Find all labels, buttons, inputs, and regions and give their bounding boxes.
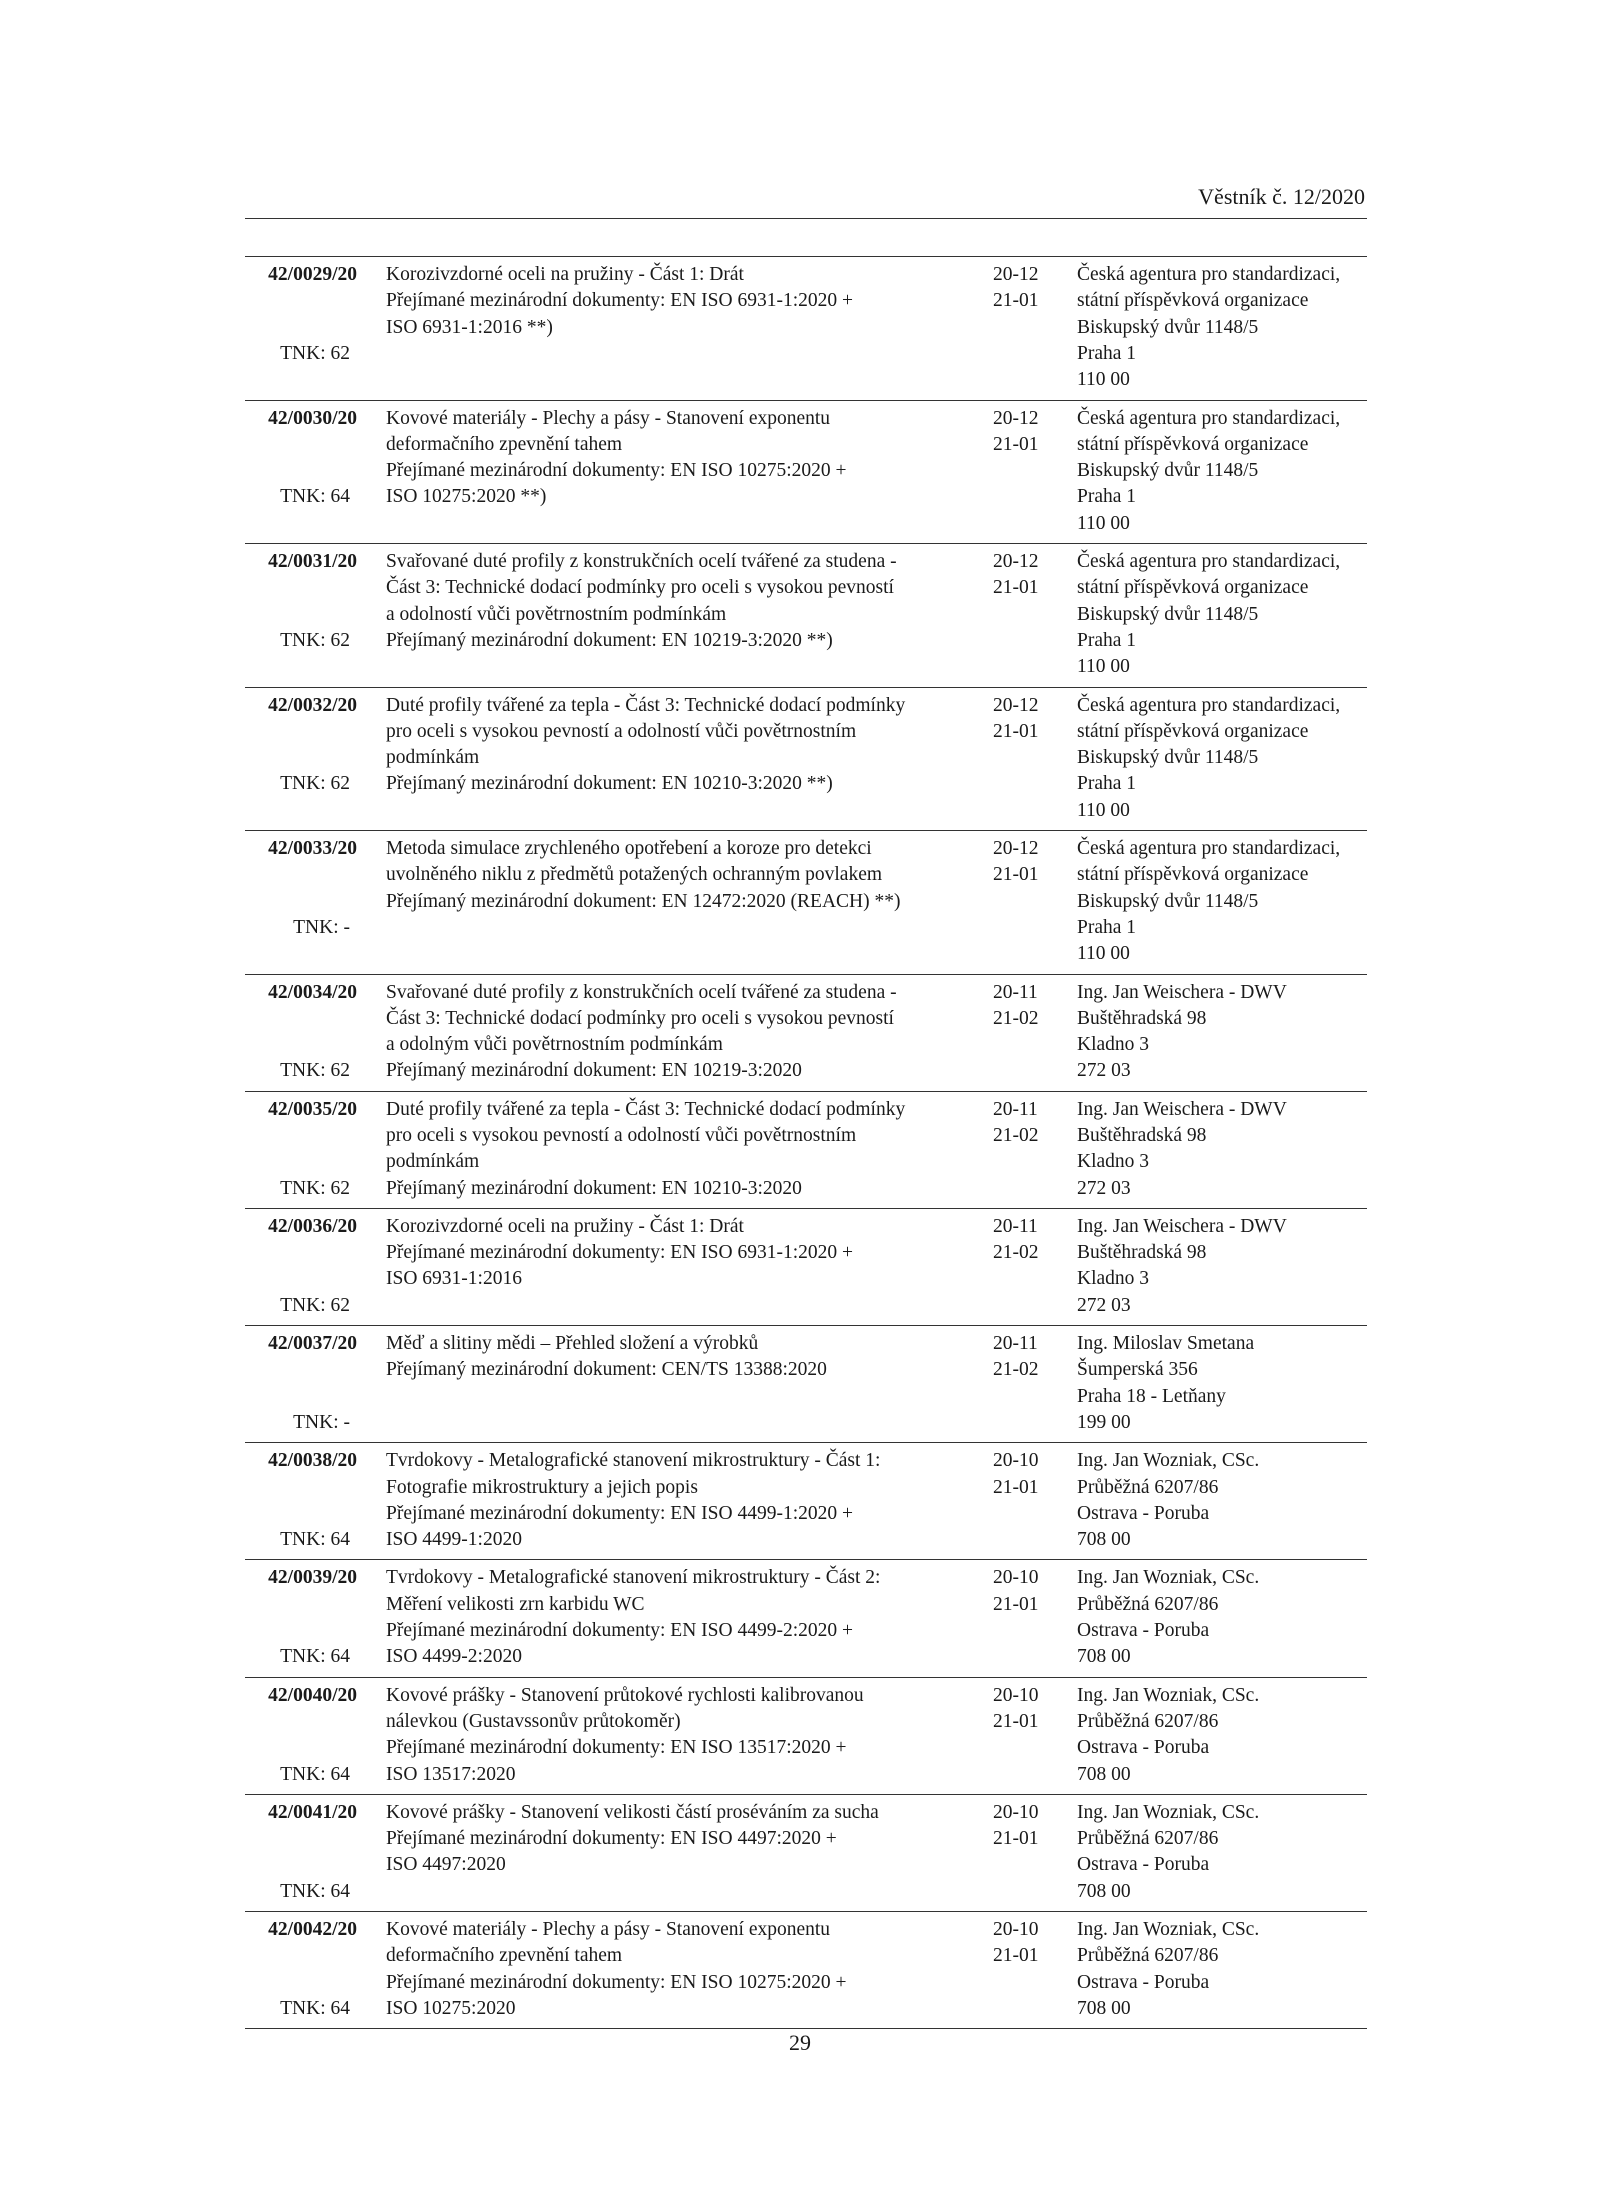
- standard-title: [386, 693, 966, 798]
- address-line: Kladno 3: [1077, 1151, 1150, 1173]
- address-line: Česká agentura pro standardizaci,: [1077, 407, 1341, 429]
- title-line: pro oceli s vysokou pevností a odolností vůči povětrnostním: [386, 720, 857, 742]
- date-range: [993, 836, 1063, 889]
- title-line: uvolněného niklu z předmětů potažených ochranným povlakem: [386, 864, 883, 886]
- address-line: 708 00: [1077, 1763, 1131, 1785]
- address-line: 110 00: [1077, 512, 1130, 534]
- date-line: 20-10: [993, 1684, 1039, 1706]
- address-line: Ostrava - Poruba: [1077, 1854, 1210, 1876]
- title-line: Přejímaný mezinárodní dokument: EN 10210-3:2020: [386, 1177, 802, 1199]
- address-line: Česká agentura pro standardizaci,: [1077, 551, 1341, 572]
- address-line: Kladno 3: [1077, 1034, 1150, 1056]
- table-row: [245, 1912, 1367, 2029]
- address-line: Ing. Jan Wozniak, CSc.: [1077, 1450, 1260, 1472]
- processor-address: [1077, 836, 1377, 967]
- processor-address: [1077, 1214, 1377, 1319]
- bulletin-number: 42/0036/20: [268, 1215, 357, 1237]
- address-line: Ostrava - Poruba: [1077, 1502, 1210, 1524]
- title-line: podmínkám: [386, 747, 480, 769]
- address-line: 272 03: [1077, 1294, 1131, 1316]
- title-line: Fotografie mikrostruktury a jejich popis: [386, 1476, 698, 1498]
- title-line: Přejímaný mezinárodní dokument: CEN/TS 13388:2020: [386, 1359, 827, 1381]
- processor-address: [1077, 1097, 1377, 1202]
- table-row: [245, 544, 1367, 688]
- bulletin-number: 42/0029/20: [268, 264, 357, 285]
- date-line: 21-01: [993, 720, 1039, 742]
- address-line: státní příspěvková organizace: [1077, 577, 1309, 599]
- processor-address: [1077, 549, 1377, 680]
- date-line: 21-02: [993, 1242, 1039, 1264]
- processor-address: [1077, 406, 1377, 537]
- date-line: 21-01: [993, 577, 1039, 599]
- standard-title: [386, 1214, 966, 1293]
- title-line: ISO 4499-1:2020: [386, 1529, 522, 1551]
- address-line: státní příspěvková organizace: [1077, 290, 1309, 312]
- address-line: Ing. Jan Weischera - DWV: [1077, 1098, 1287, 1120]
- tnk-label: TNK: 64: [280, 1529, 350, 1551]
- address-line: Ing. Jan Wozniak, CSc.: [1077, 1567, 1260, 1589]
- address-line: Ing. Jan Weischera - DWV: [1077, 1215, 1287, 1237]
- address-line: 708 00: [1077, 1529, 1131, 1551]
- date-range: [993, 1565, 1063, 1618]
- bulletin-number: 42/0042/20: [268, 1919, 357, 1940]
- date-line: 21-02: [993, 1124, 1039, 1146]
- bulletin-number: 42/0040/20: [268, 1684, 357, 1706]
- address-line: 110 00: [1077, 369, 1130, 391]
- address-line: Praha 1: [1077, 342, 1137, 364]
- address-line: Ing. Jan Weischera - DWV: [1077, 981, 1287, 1003]
- address-line: Průběžná 6207/86: [1077, 1945, 1219, 1967]
- date-range: [993, 1683, 1063, 1736]
- address-line: Ostrava - Poruba: [1077, 1620, 1210, 1642]
- table-row: [245, 688, 1367, 832]
- title-line: Metoda simulace zrychleného opotřebení a koroze pro detekci: [386, 838, 872, 859]
- bulletin-number: 42/0041/20: [268, 1801, 357, 1823]
- address-line: státní příspěvková organizace: [1077, 864, 1309, 886]
- processor-address: [1077, 693, 1377, 824]
- standard-title: [386, 1097, 966, 1202]
- date-range: [993, 980, 1063, 1033]
- address-line: Ing. Jan Wozniak, CSc.: [1077, 1684, 1260, 1706]
- date-range: [993, 1800, 1063, 1853]
- title-line: Kovové prášky - Stanovení velikosti částí proséváním za sucha: [386, 1801, 879, 1823]
- tnk-label: TNK: 64: [280, 486, 350, 508]
- table-row: [245, 1209, 1367, 1326]
- address-line: Buštěhradská 98: [1077, 1242, 1207, 1264]
- title-line: Svařované duté profily z konstrukčních ocelí tvářené za studena -: [386, 551, 897, 572]
- title-line: Přejímané mezinárodní dokumenty: EN ISO 4497:2020 +: [386, 1828, 837, 1850]
- tnk-label: TNK: 62: [280, 1060, 350, 1082]
- date-line: 21-02: [993, 1007, 1039, 1029]
- date-line: 20-12: [993, 838, 1039, 859]
- date-line: 21-01: [993, 1828, 1039, 1850]
- title-line: Duté profily tvářené za tepla - Část 3: Technické dodací podmínky: [386, 1098, 906, 1120]
- title-line: ISO 10275:2020 **): [386, 486, 547, 508]
- tnk-label: TNK: 62: [280, 1294, 350, 1316]
- date-range: [993, 1331, 1063, 1384]
- title-line: Korozivzdorné oceli na pružiny - Část 1: Drát: [386, 264, 744, 285]
- address-line: Ostrava - Poruba: [1077, 1737, 1210, 1759]
- standard-title: [386, 1917, 966, 2022]
- title-line: a odolností vůči povětrnostním podmínkám: [386, 603, 727, 625]
- tnk-label: TNK: 64: [280, 1997, 350, 2019]
- table-row: [245, 831, 1367, 975]
- tnk-label: TNK: 64: [280, 1763, 350, 1785]
- table-row: [245, 1795, 1367, 1912]
- tnk-label: TNK: 62: [280, 629, 350, 651]
- title-line: Přejímaný mezinárodní dokument: EN 10210-3:2020 **): [386, 773, 833, 795]
- address-line: Česká agentura pro standardizaci,: [1077, 264, 1341, 285]
- date-line: 20-10: [993, 1450, 1039, 1472]
- date-range: [993, 1097, 1063, 1150]
- title-line: Část 3: Technické dodací podmínky pro oceli s vysokou pevností: [386, 1007, 894, 1029]
- title-line: deformačního zpevnění tahem: [386, 433, 623, 455]
- title-line: Duté profily tvářené za tepla - Část 3: Technické dodací podmínky: [386, 694, 906, 716]
- title-line: Kovové materiály - Plechy a pásy - Stanovení exponentu: [386, 1919, 831, 1940]
- address-line: Ing. Miloslav Smetana: [1077, 1333, 1255, 1355]
- standard-title: [386, 1683, 966, 1788]
- title-line: pro oceli s vysokou pevností a odolností vůči povětrnostním: [386, 1124, 857, 1146]
- date-line: 20-11: [993, 1333, 1038, 1355]
- page-number: 29: [789, 2030, 811, 2055]
- address-line: Šumperská 356: [1077, 1359, 1198, 1381]
- title-line: Přejímané mezinárodní dokumenty: EN ISO 13517:2020 +: [386, 1737, 847, 1759]
- standard-title: [386, 1331, 966, 1384]
- title-line: Přejímaný mezinárodní dokument: EN 12472:2020 (REACH) **): [386, 890, 901, 912]
- title-line: ISO 6931-1:2016: [386, 1268, 522, 1290]
- title-line: ISO 4497:2020: [386, 1854, 506, 1876]
- standard-title: [386, 262, 966, 341]
- title-line: nálevkou (Gustavssonův průtokoměr): [386, 1710, 681, 1732]
- date-line: 20-10: [993, 1919, 1039, 1940]
- title-line: a odolným vůči povětrnostním podmínkám: [386, 1034, 723, 1056]
- date-line: 20-10: [993, 1801, 1039, 1823]
- processor-address: [1077, 1565, 1377, 1670]
- title-line: ISO 13517:2020: [386, 1763, 516, 1785]
- address-line: Biskupský dvůr 1148/5: [1077, 460, 1259, 482]
- date-line: 21-01: [993, 1710, 1039, 1732]
- table-row: [245, 1326, 1367, 1443]
- date-range: [993, 262, 1063, 315]
- address-line: Buštěhradská 98: [1077, 1124, 1207, 1146]
- date-range: [993, 1214, 1063, 1267]
- table-row: [245, 1092, 1367, 1209]
- title-line: podmínkám: [386, 1151, 480, 1173]
- bulletin-number: 42/0039/20: [268, 1567, 357, 1589]
- standard-title: [386, 980, 966, 1085]
- address-line: Biskupský dvůr 1148/5: [1077, 603, 1259, 625]
- title-line: Měření velikosti zrn karbidu WC: [386, 1593, 645, 1615]
- title-line: Korozivzdorné oceli na pružiny - Část 1: Drát: [386, 1215, 744, 1237]
- address-line: Praha 18 - Letňany: [1077, 1385, 1226, 1407]
- address-line: 708 00: [1077, 1880, 1131, 1902]
- address-line: Průběžná 6207/86: [1077, 1710, 1219, 1732]
- bulletin-number: 42/0031/20: [268, 551, 357, 572]
- date-line: 20-12: [993, 264, 1039, 285]
- processor-address: [1077, 1331, 1377, 1436]
- title-line: Tvrdokovy - Metalografické stanovení mikrostruktury - Část 1:: [386, 1450, 881, 1472]
- title-line: Svařované duté profily z konstrukčních ocelí tvářené za studena -: [386, 981, 897, 1003]
- tnk-label: TNK: -: [293, 916, 350, 938]
- address-line: Buštěhradská 98: [1077, 1007, 1207, 1029]
- tnk-label: TNK: 62: [280, 342, 350, 364]
- standards-table: [245, 256, 1367, 2029]
- title-line: Část 3: Technické dodací podmínky pro oceli s vysokou pevností: [386, 577, 894, 599]
- address-line: Ostrava - Poruba: [1077, 1971, 1210, 1993]
- bulletin-number: 42/0034/20: [268, 981, 357, 1003]
- title-line: Přejímané mezinárodní dokumenty: EN ISO 6931-1:2020 +: [386, 290, 854, 312]
- title-line: Přejímané mezinárodní dokumenty: EN ISO 4499-1:2020 +: [386, 1502, 854, 1524]
- bulletin-number: 42/0033/20: [268, 838, 357, 859]
- bulletin-number: 42/0038/20: [268, 1450, 357, 1472]
- address-line: Kladno 3: [1077, 1268, 1150, 1290]
- date-line: 21-01: [993, 1476, 1039, 1498]
- processor-address: [1077, 1683, 1377, 1788]
- date-line: 20-12: [993, 694, 1039, 716]
- table-row: [245, 975, 1367, 1092]
- tnk-label: TNK: 64: [280, 1880, 350, 1902]
- date-line: 21-01: [993, 290, 1039, 312]
- date-range: [993, 406, 1063, 459]
- title-line: ISO 6931-1:2016 **): [386, 316, 553, 338]
- address-line: Ing. Jan Wozniak, CSc.: [1077, 1919, 1260, 1940]
- tnk-label: TNK: 62: [280, 773, 350, 795]
- address-line: 708 00: [1077, 1997, 1131, 2019]
- date-range: [993, 1448, 1063, 1501]
- date-line: 20-12: [993, 407, 1039, 429]
- title-line: Kovové materiály - Plechy a pásy - Stanovení exponentu: [386, 407, 831, 429]
- processor-address: [1077, 1800, 1377, 1905]
- address-line: 110 00: [1077, 799, 1130, 821]
- address-line: Průběžná 6207/86: [1077, 1593, 1219, 1615]
- bulletin-number: 42/0032/20: [268, 694, 357, 716]
- address-line: 110 00: [1077, 656, 1130, 678]
- tnk-label: TNK: -: [293, 1411, 350, 1433]
- standard-title: [386, 1800, 966, 1879]
- address-line: Praha 1: [1077, 486, 1137, 508]
- standard-title: [386, 406, 966, 511]
- bulletin-number: 42/0035/20: [268, 1098, 357, 1120]
- table-row: [245, 257, 1367, 401]
- address-line: Praha 1: [1077, 773, 1137, 795]
- title-line: Přejímané mezinárodní dokumenty: EN ISO 6931-1:2020 +: [386, 1242, 854, 1264]
- address-line: Biskupský dvůr 1148/5: [1077, 316, 1259, 338]
- bulletin-number: 42/0030/20: [268, 407, 357, 429]
- date-line: 21-01: [993, 1945, 1039, 1967]
- address-line: 272 03: [1077, 1060, 1131, 1082]
- title-line: ISO 4499-2:2020: [386, 1646, 522, 1668]
- date-line: 20-12: [993, 551, 1039, 572]
- date-range: [993, 693, 1063, 746]
- bulletin-number: 42/0037/20: [268, 1333, 357, 1355]
- address-line: Praha 1: [1077, 629, 1137, 651]
- title-line: Přejímané mezinárodní dokumenty: EN ISO 10275:2020 +: [386, 460, 847, 482]
- bulletin-title: Věstník č. 12/2020: [1198, 184, 1365, 209]
- table-row: [245, 1678, 1367, 1795]
- date-line: 21-01: [993, 864, 1039, 886]
- address-line: Průběžná 6207/86: [1077, 1828, 1219, 1850]
- address-line: Biskupský dvůr 1148/5: [1077, 747, 1259, 769]
- processor-address: [1077, 1448, 1377, 1553]
- standard-title: [386, 1565, 966, 1670]
- address-line: Česká agentura pro standardizaci,: [1077, 694, 1341, 716]
- date-line: 21-01: [993, 433, 1039, 455]
- page-header: [245, 186, 1367, 219]
- processor-address: [1077, 262, 1377, 393]
- address-line: Česká agentura pro standardizaci,: [1077, 838, 1341, 859]
- address-line: Průběžná 6207/86: [1077, 1476, 1219, 1498]
- date-range: [993, 549, 1063, 602]
- title-line: Přejímaný mezinárodní dokument: EN 10219-3:2020: [386, 1060, 802, 1082]
- address-line: Praha 1: [1077, 916, 1137, 938]
- address-line: Biskupský dvůr 1148/5: [1077, 890, 1259, 912]
- date-line: 21-01: [993, 1593, 1039, 1615]
- title-line: ISO 10275:2020: [386, 1997, 516, 2019]
- title-line: Přejímané mezinárodní dokumenty: EN ISO 4499-2:2020 +: [386, 1620, 854, 1642]
- title-line: Přejímané mezinárodní dokumenty: EN ISO 10275:2020 +: [386, 1971, 847, 1993]
- date-line: 21-02: [993, 1359, 1039, 1381]
- tnk-label: TNK: 62: [280, 1177, 350, 1199]
- address-line: 272 03: [1077, 1177, 1131, 1199]
- processor-address: [1077, 980, 1377, 1085]
- tnk-label: TNK: 64: [280, 1646, 350, 1668]
- table-row: [245, 1443, 1367, 1560]
- standard-title: [386, 836, 966, 915]
- standard-title: [386, 549, 966, 654]
- title-line: deformačního zpevnění tahem: [386, 1945, 623, 1967]
- date-line: 20-11: [993, 981, 1038, 1003]
- date-line: 20-11: [993, 1098, 1038, 1120]
- title-line: Kovové prášky - Stanovení průtokové rychlosti kalibrovanou: [386, 1684, 864, 1706]
- date-line: 20-11: [993, 1215, 1038, 1237]
- table-row: [245, 1560, 1367, 1677]
- address-line: 110 00: [1077, 943, 1130, 965]
- processor-address: [1077, 1917, 1377, 2022]
- title-line: Přejímaný mezinárodní dokument: EN 10219-3:2020 **): [386, 629, 833, 651]
- address-line: 199 00: [1077, 1411, 1131, 1433]
- address-line: 708 00: [1077, 1646, 1131, 1668]
- table-row: [245, 401, 1367, 545]
- date-range: [993, 1917, 1063, 1970]
- title-line: Tvrdokovy - Metalografické stanovení mikrostruktury - Část 2:: [386, 1567, 881, 1589]
- address-line: státní příspěvková organizace: [1077, 433, 1309, 455]
- address-line: státní příspěvková organizace: [1077, 720, 1309, 742]
- title-line: Měď a slitiny mědi – Přehled složení a výrobků: [386, 1333, 759, 1355]
- date-line: 20-10: [993, 1567, 1039, 1589]
- standard-title: [386, 1448, 966, 1553]
- address-line: Ing. Jan Wozniak, CSc.: [1077, 1801, 1260, 1823]
